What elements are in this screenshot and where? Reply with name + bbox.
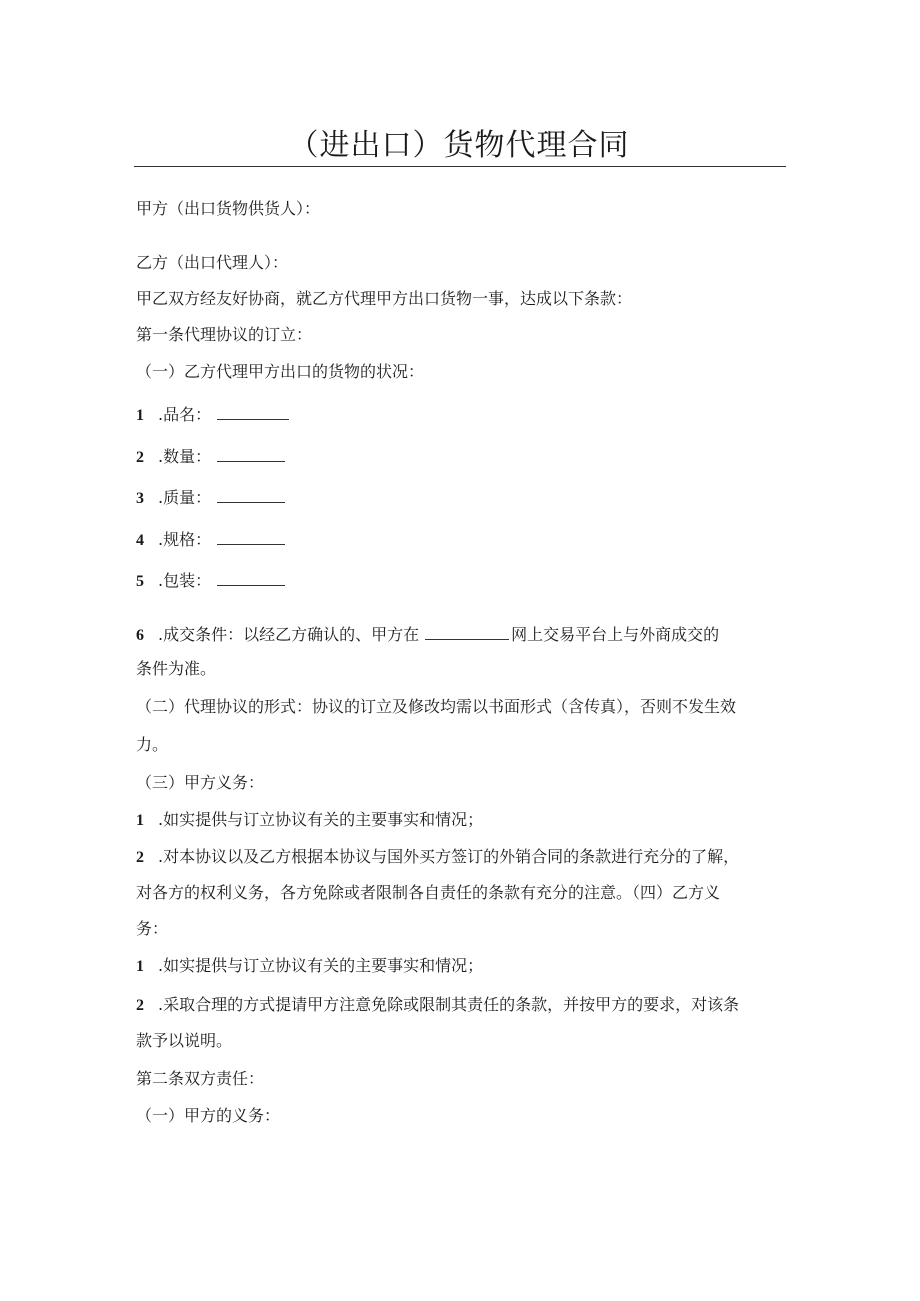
party-a-duty-2: 2 .对本协议以及乙方根据本协议与国外买方签订的外销合同的条款进行充分的了解，	[136, 847, 740, 866]
fill-blank	[217, 445, 285, 462]
fill-blank	[217, 403, 289, 420]
trade-terms-continued: 条件为准。	[136, 659, 217, 678]
document-title: （进出口）货物代理合同	[288, 128, 630, 163]
item-trade-terms: 6 .成交条件：以经乙方确认的、甲方在 网上交易平台上与外商成交的	[136, 625, 720, 644]
fill-blank	[425, 623, 509, 640]
party-a-line: 甲方（出口货物供货人）：	[136, 199, 321, 218]
party-a-duty-1: 1 .如实提供与订立协议有关的主要事实和情况；	[136, 810, 484, 829]
fill-blank	[217, 528, 285, 545]
section-1-heading: （一）乙方代理甲方出口的货物的状况：	[136, 362, 425, 381]
item-quality: 3 .质量：	[136, 486, 285, 510]
article-2-heading: 第二条双方责任：	[136, 1069, 265, 1088]
item-quantity: 2 .数量：	[136, 445, 285, 469]
preamble-line: 甲乙双方经友好协商，就乙方代理甲方出口货物一事，达成以下条款：	[136, 289, 633, 308]
item-spec: 4 .规格：	[136, 528, 285, 552]
fill-blank	[217, 569, 285, 586]
title-underline	[134, 166, 786, 167]
party-b-duty-2: 2 .采取合理的方式提请甲方注意免除或限制其责任的条款，并按甲方的要求，对该条	[136, 995, 740, 1014]
section-3-heading: （三）甲方义务：	[136, 773, 265, 792]
party-b-duty-1: 1 .如实提供与订立协议有关的主要事实和情况；	[136, 956, 484, 975]
article-2-section-1: （一）甲方的义务：	[136, 1106, 281, 1125]
item-packaging: 5 .包装：	[136, 569, 285, 593]
fill-blank	[217, 486, 285, 503]
section-2-line: （二）代理协议的形式：协议的订立及修改均需以书面形式（含传真），否则不发生效	[136, 697, 737, 716]
party-b-line: 乙方（出口代理人）：	[136, 253, 289, 272]
party-b-duty-2-continued: 款予以说明。	[136, 1031, 233, 1050]
section-4-continued: 务：	[136, 919, 169, 938]
section-2-continued: 力。	[136, 735, 169, 754]
item-product-name: 1 .品名：	[136, 403, 289, 427]
article-1-heading: 第一条代理协议的订立：	[136, 325, 313, 344]
party-a-duty-2-continued: 对各方的权利义务，各方免除或者限制各自责任的条款有充分的注意。（四）乙方义	[136, 883, 721, 902]
